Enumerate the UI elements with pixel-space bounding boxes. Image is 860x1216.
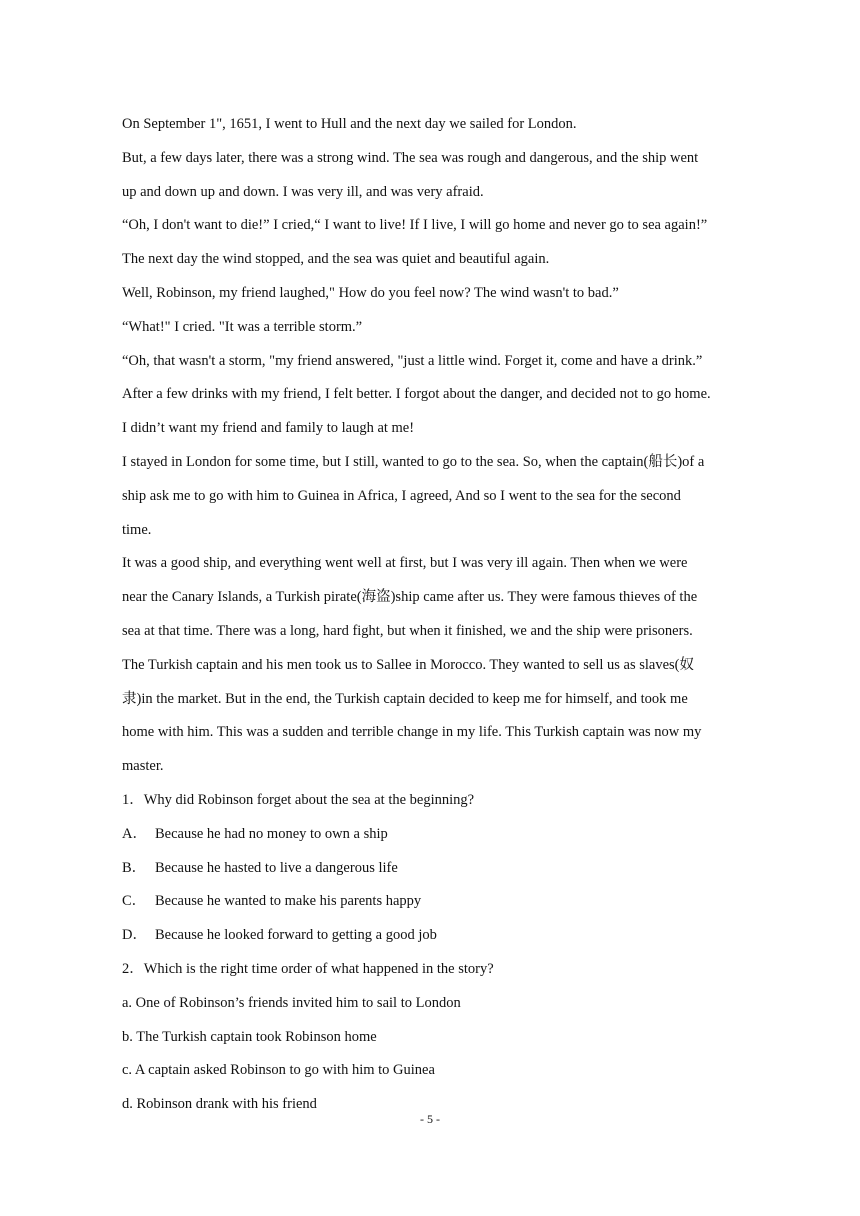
passage-line: near the Canary Islands, a Turkish pirate(海盗)ship came after us. They were famous thieves of the <box>122 589 698 606</box>
passage-line: On September 1", 1651, I went to Hull and the next day we sailed for London. <box>122 116 577 132</box>
reading-passage <box>122 108 762 784</box>
event-item-b: b. The Turkish captain took Robinson home <box>122 1028 377 1045</box>
passage-line: ship ask me to go with him to Guinea in Africa, I agreed, And so I went to the sea for the second <box>122 487 681 504</box>
question-1 <box>122 784 762 953</box>
passage-line: I stayed in London for some time, but I still, wanted to go to the sea. So, when the captain(船长)of a <box>122 453 705 470</box>
option-label: B． <box>122 859 147 876</box>
option-label: A． <box>122 825 147 842</box>
passage-line: The Turkish captain and his men took us to Sallee in Morocco. They wanted to sell us as slaves(奴 <box>122 656 694 673</box>
option-label: C． <box>122 893 147 910</box>
passage-line: Well, Robinson, my friend laughed," How do you feel now? The wind wasn't to bad.” <box>122 284 619 301</box>
answer-option-a[interactable] <box>122 818 762 852</box>
passage-line: After a few drinks with my friend, I felt better. I forgot about the danger, and decided not to go home. <box>122 386 711 403</box>
answer-option-b[interactable] <box>122 852 762 886</box>
passage-line: But, a few days later, there was a strong wind. The sea was rough and dangerous, and the ship went <box>122 149 699 166</box>
event-item-c: c. A captain asked Robinson to go with him to Guinea <box>122 1062 435 1079</box>
event-item-d: d. Robinson drank with his friend <box>122 1096 317 1113</box>
passage-line: up and down up and down. I was very ill, and was very afraid. <box>122 183 484 200</box>
answer-option-c[interactable] <box>122 885 762 919</box>
question-stem: 2．Which is the right time order of what happened in the story? <box>122 960 494 977</box>
option-text: Because he looked forward to getting a good job <box>155 927 437 944</box>
page-content <box>122 108 762 1122</box>
event-item-a: a. One of Robinson’s friends invited him to sail to London <box>122 994 461 1011</box>
passage-line: sea at that time. There was a long, hard fight, but when it finished, we and the ship were prisoners. <box>122 622 693 639</box>
question-stem: 1．Why did Robinson forget about the sea at the beginning? <box>122 791 475 808</box>
passage-line: 隶)in the market. But in the end, the Turkish captain decided to keep me for himself, and took me <box>122 690 688 707</box>
passage-line: master. <box>122 758 164 775</box>
answer-option-d[interactable] <box>122 919 762 953</box>
passage-line: “Oh, that wasn't a storm, "my friend answered, "just a little wind. Forget it, come and have a drink.” <box>122 352 703 369</box>
passage-line: I didn’t want my friend and family to laugh at me! <box>122 420 415 437</box>
passage-line: “Oh, I don't want to die!” I cried,“ I want to live! If I live, I will go home and never go to sea again!” <box>122 217 708 234</box>
option-text: Because he had no money to own a ship <box>155 825 388 842</box>
passage-line: The next day the wind stopped, and the sea was quiet and beautiful again. <box>122 251 550 268</box>
page-number: - 5 - <box>420 1112 440 1126</box>
passage-line: “What!" I cried. "It was a terrible storm.” <box>122 318 363 335</box>
passage-line: time. <box>122 521 152 538</box>
option-text: Because he hasted to live a dangerous life <box>155 859 398 876</box>
passage-line: It was a good ship, and everything went well at first, but I was very ill again. Then when we were <box>122 555 688 572</box>
passage-line: home with him. This was a sudden and terrible change in my life. This Turkish captain was now my <box>122 724 702 741</box>
option-label: D． <box>122 927 147 944</box>
question-2 <box>122 953 762 1122</box>
option-text: Because he wanted to make his parents happy <box>155 893 422 910</box>
